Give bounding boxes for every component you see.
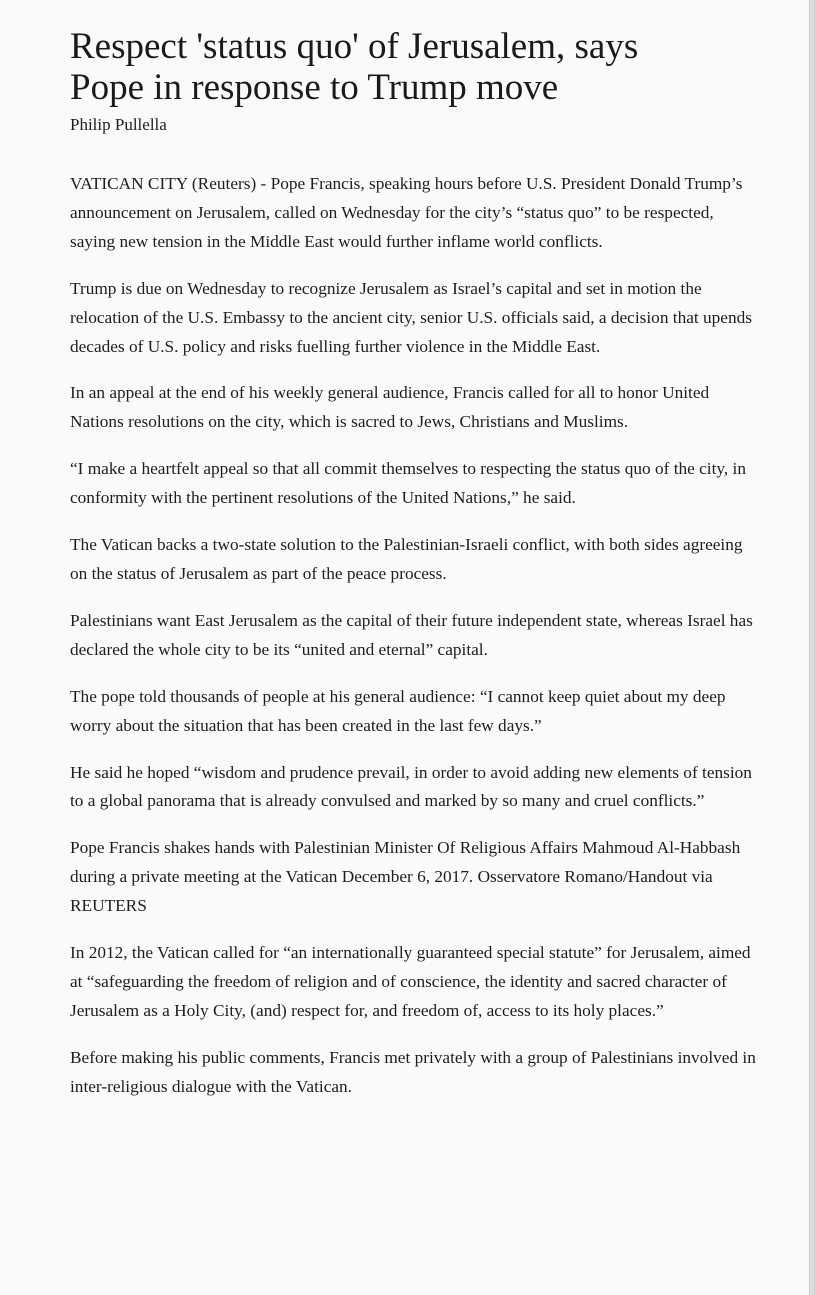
byline: Philip Pullella (70, 115, 167, 134)
headline-line-2: Pope in response to Trump move (70, 67, 559, 108)
paragraph-5: The Vatican backs a two-state solution to the Palestinian-Israeli conflict, with both sides agreeing on the status of Jerusalem as part of the peace process. (70, 535, 743, 583)
paragraph-2: Trump is due on Wednesday to recognize Jerusalem as Israel’s capital and set in motion the relocation of the U.S. Embassy to the ancient city, senior U.S. officials said, a decision that upends decades of U.S. policy and risks fuelling further violence in the Middle East. (70, 278, 752, 356)
headline-line-1: Respect 'status quo' of Jerusalem, says (70, 26, 639, 67)
page-edge (809, 0, 816, 1295)
paragraph-6: Palestinians want East Jerusalem as the capital of their future independent state, whereas Israel has declared the whole city to be its “united and eternal” capital. (70, 610, 753, 659)
paragraph-1: VATICAN CITY (Reuters) - Pope Francis, speaking hours before U.S. President Donald Trump’s announcement on Jerusalem, called on Wednesday for the city’s “status quo” to be respected, saying new tension in the Middle East would further inflame world conflicts. (70, 174, 743, 251)
paragraph-9: In 2012, the Vatican called for “an internationally guaranteed special statute” for Jerusalem, aimed at “safeguarding the freedom of religion and of conscience, the identity and sacred character of Jerusalem as a Holy City, (and) respect for, and freedom of, access to its holy places.” (70, 943, 751, 1020)
article (70, 26, 760, 1120)
paragraph-8: He said he hoped “wisdom and prudence prevail, in order to avoid adding new elements of tension to a global panorama that is already convulsed and marked by so many and cruel conflicts.” (70, 762, 752, 811)
article-body (70, 170, 760, 1102)
article-headline (70, 26, 760, 108)
paragraph-4: “I make a heartfelt appeal so that all commit themselves to respecting the status quo of the city, in conformity with the pertinent resolutions of the United Nations,” he said. (70, 459, 746, 508)
paragraph-3: In an appeal at the end of his weekly general audience, Francis called for all to honor United Nations resolutions on the city, which is sacred to Jews, Christians and Muslims. (70, 383, 710, 432)
paragraph-7: The pope told thousands of people at his general audience: “I cannot keep quiet about my deep worry about the situation that has been created in the last few days.” (70, 686, 726, 735)
photo-caption: Pope Francis shakes hands with Palestinian Minister Of Religious Affairs Mahmoud Al-Habbash during a private meeting at the Vatican December 6, 2017. Osservatore Romano/Handout via REUTERS (70, 838, 741, 916)
paragraph-10: Before making his public comments, Francis met privately with a group of Palestinians involved in inter-religious dialogue with the Vatican. (70, 1047, 756, 1096)
